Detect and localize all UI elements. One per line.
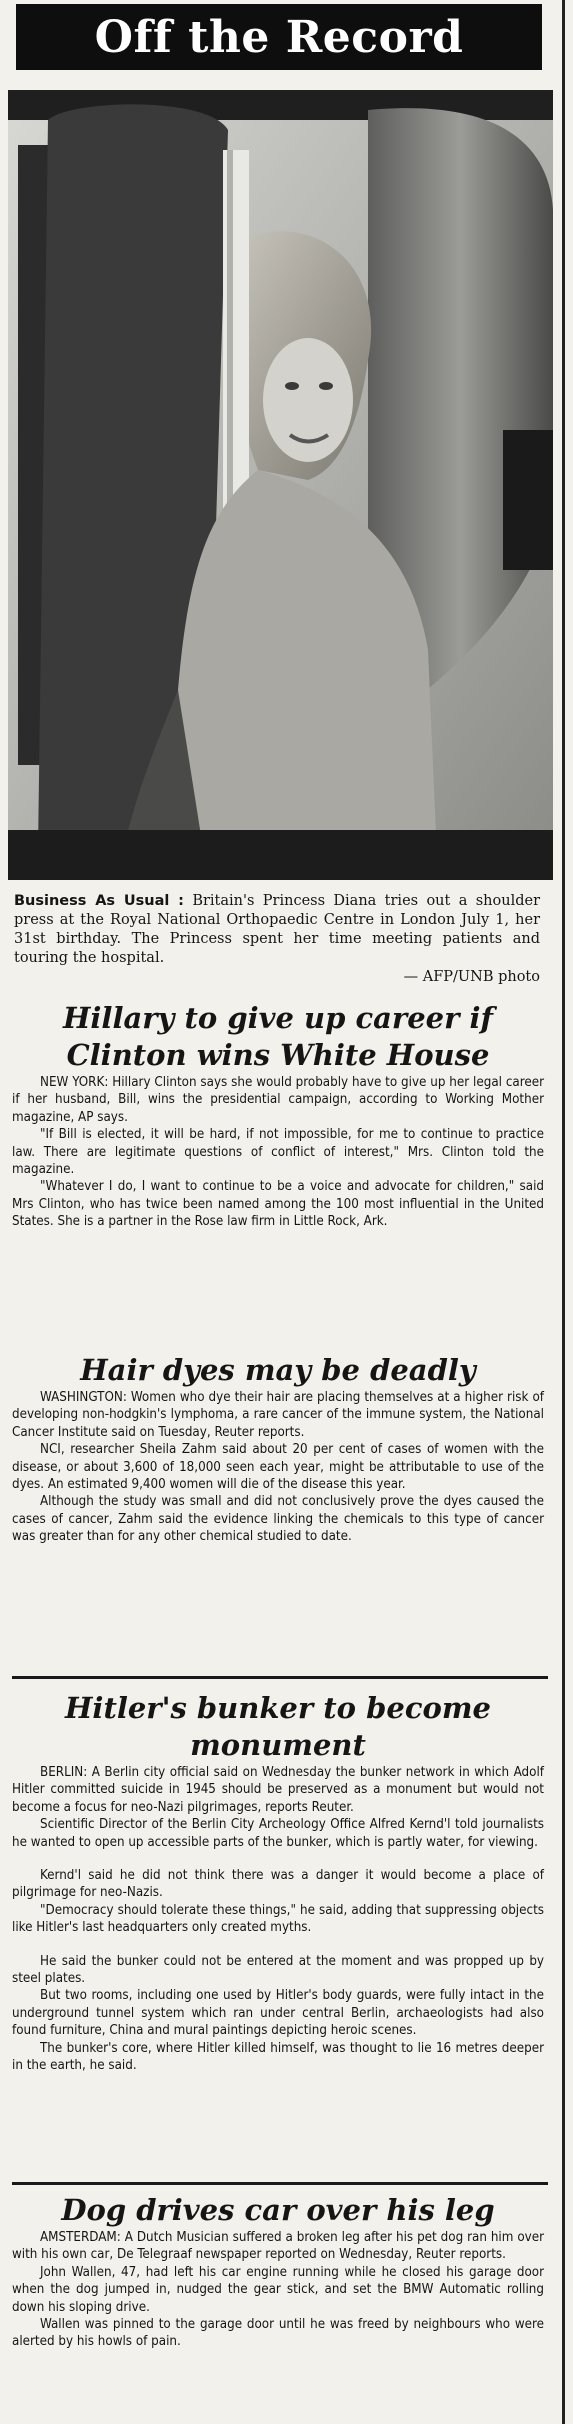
article-paragraph: Although the study was small and did not conclusively prove the dyes caused the cases of cancer, Zahm said the evidence linking the chemicals to this type of cancer was greater than for any other chemical studied to date.: [12, 1494, 544, 1545]
photo-illustration: [8, 90, 553, 880]
article-body: [12, 1764, 544, 2075]
column-rule: [562, 0, 565, 2424]
article-body: [12, 2229, 544, 2351]
news-photo: [8, 90, 553, 880]
article-headline: Hillary to give up career if Clinton wins White House: [63, 1001, 493, 1072]
article-headline: Hitler's bunker to become monument: [65, 1691, 491, 1762]
article-headline: Hair dyes may be deadly: [80, 1353, 476, 1387]
article-paragraph: "Whatever I do, I want to continue to be a voice and advocate for children," said Mrs Clinton, who has twice been named among the 100 most influential in the United States. She is a partner in the Rose law firm in Little Rock, Ark.: [12, 1179, 544, 1230]
article-paragraph: "Democracy should tolerate these things," he said, adding that suppressing objects like Hitler's last headquarters only created myths.: [12, 1902, 544, 1936]
caption-text: Britain's Princess Diana tries out a shoulder press at the Royal National Orthopaedic Centre in London July 1, her 31st birthday. The Princess spent her time meeting patients and touring the hospital.: [14, 893, 541, 966]
article-hillary: [12, 1000, 544, 1231]
article-paragraph: NEW YORK: Hillary Clinton says she would probably have to give up her legal career if her husband, Bill, wins the presidential campaign, according to Working Mother magazine, AP says.: [12, 1075, 544, 1125]
article-paragraph: Kernd'l said he did not think there was a danger it would become a place of pilgrimage for neo-Nazis.: [12, 1868, 544, 1901]
article-paragraph: WASHINGTON: Women who dye their hair are placing themselves at a higher risk of developing non-hodgkin's lymphoma, a rare cancer of the immune system, the National Cancer Institute said on Tuesday, Reuter reports.: [12, 1390, 544, 1440]
article-divider: [12, 2182, 548, 2185]
article-paragraph: He said the bunker could not be entered at the moment and was propped up by steel plates.: [12, 1953, 544, 1987]
article-body: [12, 1389, 544, 1546]
article-body: [12, 1074, 544, 1231]
article-paragraph: Scientific Director of the Berlin City Archeology Office Alfred Kernd'l told journalists he wanted to open up accessible parts of the bunker, which is partly water, for viewing.: [12, 1817, 544, 1850]
article-divider: [12, 1676, 548, 1679]
article-paragraph: John Wallen, 47, had left his car engine running while he closed his garage door when the dog jumped in, nudged the gear stick, and set the BMW Automatic rolling down his sloping drive.: [12, 2264, 544, 2315]
article-dog-car: [12, 2192, 544, 2351]
article-paragraph: "If Bill is elected, it will be hard, if not impossible, for me to continue to practice law. There are legitimate questions of conflict of interest," Mrs. Clinton told the magazine.: [12, 1127, 544, 1178]
photo-caption: [14, 892, 540, 987]
article-hitler-bunker: [12, 1690, 544, 2075]
article-paragraph: BERLIN: A Berlin city official said on Wednesday the bunker network in which Adolf Hitler committed suicide in 1945 should be preserved as a monument but would not become a focus for neo-Nazi pilgrimages, reports Reuter.: [12, 1765, 544, 1815]
article-paragraph: NCI, researcher Sheila Zahm said about 20 per cent of cases of women with the disease, or about 3,600 of 18,000 seen each year, might be attributable to use of the dyes. An estimated 9,400 women will die of the disease this year.: [12, 1442, 544, 1493]
article-paragraph: The bunker's core, where Hitler killed himself, was thought to lie 16 metres deeper in the earth, he said.: [12, 2040, 544, 2074]
masthead-title: Off the Record: [94, 11, 464, 63]
photo-credit: — AFP/UNB photo: [403, 969, 540, 985]
article-paragraph: AMSTERDAM: A Dutch Musician suffered a broken leg after his pet dog ran him over with his own car, De Telegraaf newspaper reported on Wednesday, Reuter reports.: [12, 2230, 544, 2263]
article-hair-dyes: [12, 1352, 544, 1546]
article-paragraph: But two rooms, including one used by Hitler's body guards, were fully intact in the underground tunnel system which ran under central Berlin, archaeologists had also found furniture, China and mural paintings depicting heroic scenes.: [12, 1988, 544, 2039]
article-paragraph: Wallen was pinned to the garage door until he was freed by neighbours who were alerted by his howls of pain.: [12, 2317, 544, 2350]
masthead: [16, 4, 542, 70]
caption-lead: Business As Usual :: [14, 893, 184, 909]
article-headline: Dog drives car over his leg: [61, 2193, 495, 2227]
